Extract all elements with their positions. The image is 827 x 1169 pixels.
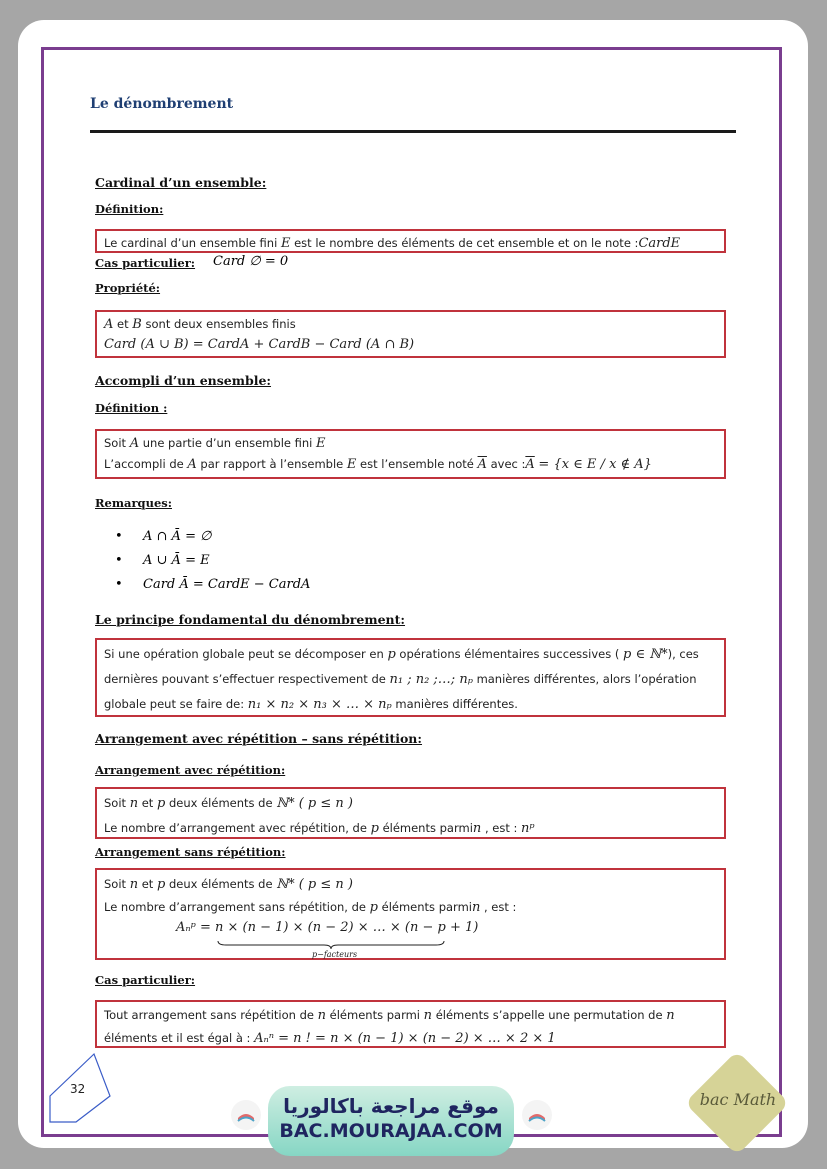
math-var: A bbox=[104, 317, 114, 332]
box-arrangement-avec bbox=[95, 787, 726, 839]
text: Soit bbox=[104, 877, 127, 891]
text: éléments s’appelle une permutation de bbox=[435, 1008, 663, 1022]
math-result: nᵖ bbox=[521, 821, 535, 836]
math-product: n₁ × n₂ × n₃ × … × nₚ bbox=[247, 697, 392, 712]
math-vars: n₁ ; n₂ ;…; nₚ bbox=[389, 672, 473, 687]
math-note: CardE bbox=[638, 236, 681, 251]
math-var: n bbox=[666, 1008, 675, 1023]
underbrace-label: p−facteurs bbox=[312, 950, 358, 959]
math-var: p bbox=[370, 821, 379, 836]
text: éléments parmi bbox=[329, 1008, 420, 1022]
text: est l’ensemble noté bbox=[360, 457, 474, 471]
math-formula: Aₙᵖ = n × (n − 1) × (n − 2) × … × (n − p + 1) bbox=[176, 920, 479, 935]
heading-principe: Le principe fondamental du dénombrement: bbox=[95, 612, 406, 627]
box-definition-cardinal bbox=[95, 229, 726, 253]
page-number-badge bbox=[48, 1052, 112, 1124]
list-item: • A ∪ Ā = E bbox=[115, 553, 210, 568]
text: Le nombre d’arrangement avec répétition, de bbox=[104, 821, 367, 835]
formula-card-empty: Card ∅ = 0 bbox=[213, 254, 289, 269]
label-definition-accompli: Définition : bbox=[95, 401, 168, 415]
label-cas-particulier-2: Cas particulier: bbox=[95, 973, 196, 987]
math-var: n bbox=[471, 900, 481, 915]
math-complement: $\overline{A}$ bbox=[477, 457, 487, 472]
text: et bbox=[141, 796, 154, 810]
page-title: Le dénombrement bbox=[90, 96, 234, 112]
math-var: A bbox=[129, 436, 140, 451]
text: par rapport à l’ensemble bbox=[200, 457, 344, 471]
label-definition-cardinal: Définition: bbox=[95, 202, 164, 216]
site-name-arabic: موقع مراجعة باكالوريا bbox=[283, 1094, 499, 1118]
math-var: n bbox=[472, 821, 482, 836]
math-var: E bbox=[316, 436, 326, 451]
text: , est : bbox=[484, 821, 518, 835]
site-banner[interactable] bbox=[268, 1086, 514, 1156]
text: éléments parmi bbox=[382, 821, 473, 835]
math-var: p bbox=[369, 900, 378, 915]
label-cas-particulier-1: Cas particulier: bbox=[95, 256, 196, 270]
remark-text: Card Ā = CardE − CardA bbox=[143, 577, 311, 592]
math-var: A bbox=[187, 457, 197, 472]
text: dernières pouvant s’effectuer respectivement de bbox=[104, 672, 386, 686]
text: ), ces bbox=[667, 647, 699, 661]
text: Tout arrangement sans répétition de bbox=[104, 1008, 314, 1022]
math-var: n bbox=[129, 877, 139, 892]
math-var: n bbox=[129, 796, 139, 811]
math-var: E bbox=[280, 236, 291, 251]
text: , est : bbox=[484, 900, 517, 914]
box-propriete bbox=[95, 310, 726, 358]
text: et bbox=[141, 877, 154, 891]
math-var: n bbox=[423, 1008, 433, 1023]
text: globale peut se faire de: bbox=[104, 697, 245, 711]
math-condition: p ∈ ℕ* bbox=[623, 647, 668, 662]
math-formula: Aₙⁿ = n ! = n × (n − 1) × (n − 2) × … × 2 × 1 bbox=[254, 1031, 556, 1046]
text: éléments parmi bbox=[381, 900, 472, 914]
math-complement: $\overline{A}$ bbox=[525, 457, 535, 472]
remark-text: A ∪ Ā = E bbox=[143, 553, 210, 568]
remarks-list bbox=[115, 525, 310, 597]
text: L’accompli de bbox=[104, 457, 184, 471]
heading-accompli: Accompli d’un ensemble: bbox=[95, 373, 272, 388]
text: Si une opération globale peut se décomposer en bbox=[104, 647, 384, 661]
formula-card-union: Card (A ∪ B) = CardA + CardB − Card (A ∩ B) bbox=[104, 337, 415, 352]
label-propriete: Propriété: bbox=[95, 281, 161, 295]
math-var: n bbox=[317, 1008, 326, 1023]
title-rule bbox=[90, 130, 736, 133]
box-definition-accompli bbox=[95, 429, 726, 479]
underbrace-icon bbox=[216, 940, 446, 950]
math-set-builder: = {x ∈ E / x ∉ A} bbox=[538, 457, 652, 472]
text: Le nombre d’arrangement sans répétition, de bbox=[104, 900, 366, 914]
text: sont deux ensembles finis bbox=[145, 317, 296, 331]
text: une partie d’un ensemble fini bbox=[142, 436, 313, 450]
math-var: p bbox=[156, 877, 166, 892]
heading-cardinal: Cardinal d’un ensemble: bbox=[95, 175, 267, 190]
book-logo-icon bbox=[522, 1100, 552, 1130]
text: opérations élémentaires successives ( bbox=[399, 647, 620, 661]
label-arrangement-sans: Arrangement sans répétition: bbox=[95, 845, 286, 859]
text: avec : bbox=[490, 457, 526, 471]
math-set: ℕ* ( p ≤ n ) bbox=[276, 877, 353, 892]
list-item: • A ∩ Ā = ∅ bbox=[115, 529, 212, 544]
heading-arrangement: Arrangement avec répétition – sans répétition: bbox=[95, 731, 423, 746]
text: et bbox=[117, 317, 129, 331]
text: éléments et il est égal à : bbox=[104, 1031, 251, 1045]
text: Soit bbox=[104, 796, 127, 810]
text: Soit bbox=[104, 436, 127, 450]
text: Le cardinal d’un ensemble fini bbox=[104, 236, 278, 250]
remark-text: A ∩ Ā = ∅ bbox=[143, 529, 212, 544]
box-principe bbox=[95, 638, 726, 717]
list-item: • Card Ā = CardE − CardA bbox=[115, 577, 311, 592]
page-number: 32 bbox=[70, 1082, 86, 1096]
text: est le nombre des éléments de cet ensemble et on le note : bbox=[294, 236, 639, 250]
text: manières différentes. bbox=[395, 697, 518, 711]
formula-arrangement-sans bbox=[176, 920, 717, 959]
text: deux éléments de bbox=[168, 877, 273, 891]
math-var: B bbox=[132, 317, 142, 332]
math-var: p bbox=[387, 647, 396, 662]
bacmath-logo-text: bac Math bbox=[699, 1090, 777, 1109]
label-remarques: Remarques: bbox=[95, 496, 172, 510]
math-var: E bbox=[346, 457, 357, 472]
text: manières différentes, alors l’opération bbox=[476, 672, 697, 686]
site-url[interactable]: BAC.MOURAJAA.COM bbox=[279, 1120, 503, 1142]
math-set: ℕ* ( p ≤ n ) bbox=[276, 796, 353, 811]
box-arrangement-sans bbox=[95, 868, 726, 960]
text: deux éléments de bbox=[168, 796, 273, 810]
math-var: p bbox=[156, 796, 166, 811]
box-permutation bbox=[95, 1000, 726, 1048]
label-arrangement-avec: Arrangement avec répétition: bbox=[95, 763, 286, 777]
book-logo-icon bbox=[231, 1100, 261, 1130]
